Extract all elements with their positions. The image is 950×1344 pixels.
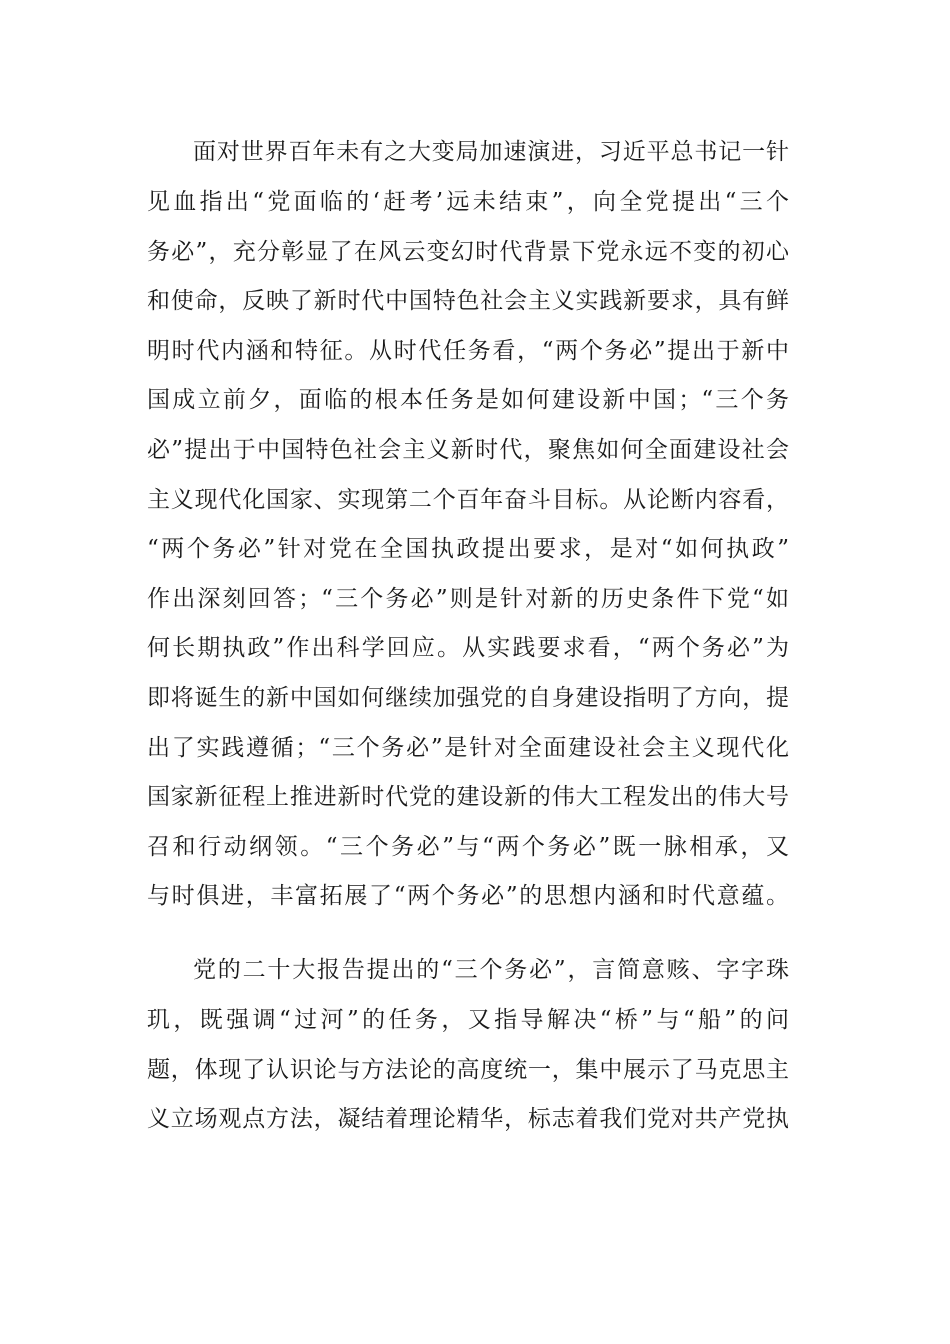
paragraph-line: 召和行动纲领。“三个务必”与“两个务必”既一脉相承，又 <box>147 834 789 860</box>
paragraph-line: 作出深刻回答；“三个务必”则是针对新的历史条件下党“如 <box>147 586 789 612</box>
paragraph-line: 明时代内涵和特征。从时代任务看，“两个务必”提出于新中 <box>147 338 789 364</box>
paragraph-line: 主义现代化国家、实现第二个百年奋斗目标。从论断内容看， <box>147 487 789 513</box>
paragraph-line: 题，体现了认识论与方法论的高度统一，集中展示了马克思主 <box>147 1057 789 1083</box>
paragraph-line: 和使命，反映了新时代中国特色社会主义实践新要求，具有鲜 <box>147 288 789 314</box>
paragraph-line: 面对世界百年未有之大变局加速演进，习近平总书记一针 <box>193 139 789 165</box>
paragraph-line: 见血指出“党面临的‘赶考’远未结束”，向全党提出“三个 <box>147 189 789 215</box>
paragraph-line: 国家新征程上推进新时代党的建设新的伟大工程发出的伟大号 <box>147 784 789 810</box>
paragraph-line: “两个务必”针对党在全国执政提出要求，是对“如何执政” <box>147 536 789 562</box>
paragraph-line: 出了实践遵循；“三个务必”是针对全面建设社会主义现代化 <box>147 735 789 761</box>
paragraph-line: 义立场观点方法，凝结着理论精华，标志着我们党对共产党执 <box>147 1106 789 1132</box>
paragraph-line: 即将诞生的新中国如何继续加强党的自身建设指明了方向，提 <box>147 685 789 711</box>
paragraph-line: 与时俱进，丰富拓展了“两个务必”的思想内涵和时代意蕴。 <box>147 883 789 909</box>
paragraph-line: 何长期执政”作出科学回应。从实践要求看，“两个务必”为 <box>147 635 789 661</box>
paragraph-line: 务必”，充分彰显了在风云变幻时代背景下党永远不变的初心 <box>147 239 789 265</box>
paragraph-line: 玑，既强调“过河”的任务，又指导解决“桥”与“船”的问 <box>147 1007 789 1033</box>
paragraph-line: 国成立前夕，面临的根本任务是如何建设新中国；“三个务 <box>147 387 789 413</box>
paragraph-line: 党的二十大报告提出的“三个务必”，言简意赅、字字珠 <box>193 957 789 983</box>
paragraph-line: 必”提出于中国特色社会主义新时代，聚焦如何全面建设社会 <box>147 437 789 463</box>
